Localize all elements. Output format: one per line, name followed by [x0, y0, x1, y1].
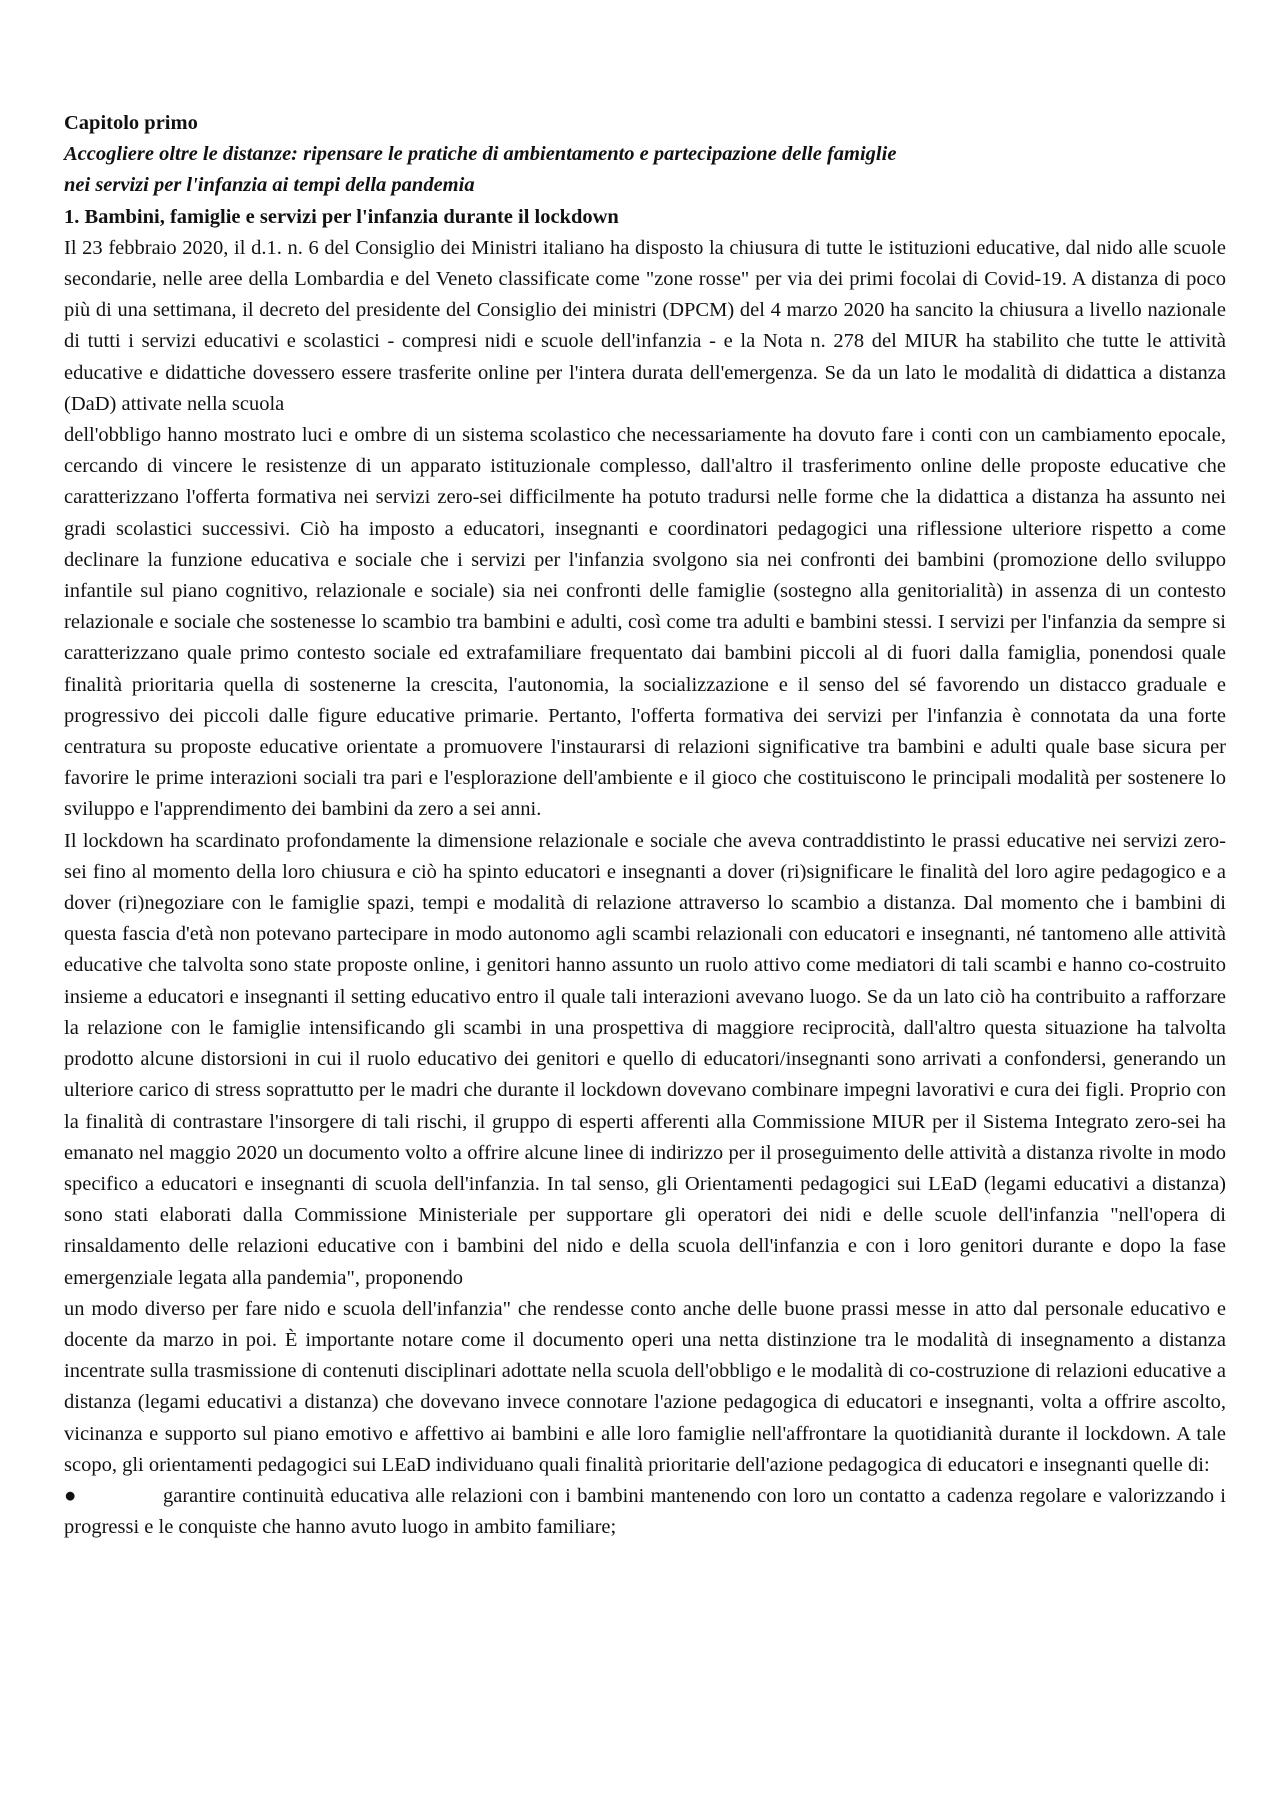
section-heading: 1. Bambini, famiglie e servizi per l'infanzia durante il lockdown	[64, 205, 619, 228]
paragraph-1b: dell'obbligo hanno mostrato luci e ombre di un sistema scolastico che necessariamente ha dovuto fare i conti con un cambiamento epocale, cercando di vincere le resistenze di un apparato istituzionale complesso, dall'altro il trasferimento online delle proposte educative che caratterizzano l'offerta formativa nei servizi zero-sei difficilmente ha potuto tradursi nelle forme che la didattica a distanza ha assunto nei gradi scolastici successivi. Ciò ha imposto a educatori, insegnanti e coordinatori pedagogici una riflessione ulteriore rispetto a come declinare la funzione educativa e sociale che i servizi per l'infanzia svolgono sia nei confronti dei bambini (promozione dello sviluppo infantile sul piano cognitivo, relazionale e sociale) sia nei confronti delle famiglie (sostegno alla genitorialità) in assenza di un contesto relazionale e sociale che sostenesse lo scambio tra bambini e adulti, così come tra adulti e bambini stessi. I servizi per l'infanzia da sempre si caratterizzano quale primo contesto sociale ed extrafamiliare frequentato dai bambini piccoli al di fuori dalla famiglia, ponendosi quale finalità prioritaria quella di sostenerne la crescita, l'autonomia, la socializzazione e il senso del sé favorendo un distacco graduale e progressivo dei piccoli dalle figure educative primarie. Pertanto, l'offerta formativa dei servizi per l'infanzia è connotata da una forte centratura su proposte educative orientate a promuovere l'instaurarsi di relazioni significative tra bambini e adulti quale base sicura per favorire le prime interazioni sociali tra pari e l'esplorazione dell'ambiente e il gioco che costituiscono le principali modalità per sostenere lo sviluppo e l'apprendimento dei bambini da zero a sei anni.	[64, 424, 1226, 821]
paragraph-1a: Il 23 febbraio 2020, il d.1. n. 6 del Consiglio dei Ministri italiano ha disposto la chiusura di tutte le istituzioni educative, dal nido alle scuole secondarie, nelle aree della Lombardia e del Veneto classificate come "zone rosse" per via dei primi focolai di Covid-19. A distanza di poco più di una settimana, il decreto del presidente del Consiglio dei ministri (DPCM) del 4 marzo 2020 ha sancito la chiusura a livello nazionale di tutti i servizi educativi e scolastici - compresi nidi e scuole dell'infanzia - e la Nota n. 278 del MIUR ha stabilito che tutte le attività educative e didattiche dovessero essere trasferite online per l'intera durata dell'emergenza. Se da un lato le modalità di didattica a distanza (DaD) attivate nella scuola	[64, 236, 1226, 415]
chapter-label: Capitolo primo	[64, 112, 198, 134]
paragraph-2b: un modo diverso per fare nido e scuola dell'infanzia" che rendesse conto anche delle buone prassi messe in atto dal personale educativo e docente da marzo in poi. È importante notare come il documento operi una netta distinzione tra le modalità di insegnamento a distanza incentrate sulla trasmissione di contenuti disciplinari adottate nella scuola dell'obbligo e le modalità di co-costruzione di relazioni educative a distanza (legami educativi a distanza) che dovevano invece connotare l'azione pedagogica di educatori e insegnanti, volta a offrire ascolto, vicinanza e supporto sul piano emotivo e affettivo ai bambini e alle loro famiglie nell'affrontare la quotidianità durante il lockdown. A tale scopo, gli orientamenti pedagogici sui LEaD individuano quali finalità prioritarie dell'azione pedagogica di educatori e insegnanti quelle di:	[64, 1297, 1226, 1476]
document-page	[64, 108, 1226, 1543]
chapter-title: Accogliere oltre le distanze: ripensare le pratiche di ambientamento e partecipazione delle famiglie nei servizi per l'infanzia ai tempi della pandemia	[64, 143, 897, 197]
bullet-icon: ●	[64, 1484, 77, 1507]
bullet-item	[64, 1481, 1226, 1543]
paragraph-2a: Il lockdown ha scardinato profondamente la dimensione relazionale e sociale che aveva contraddistinto le prassi educative nei servizi zero-sei fino al momento della loro chiusura e ciò ha spinto educatori e insegnanti a dover (ri)significare le finalità del loro agire pedagogico e a dover (ri)negoziare con le famiglie spazi, tempi e modalità di relazione attraverso lo scambio a distanza. Dal momento che i bambini di questa fascia d'età non potevano partecipare in modo autonomo agli scambi relazionali con educatori e insegnanti, né tantomeno alle attività educative che talvolta sono state proposte online, i genitori hanno assunto un ruolo attivo come mediatori di tali scambi e hanno co-costruito insieme a educatori e insegnanti il setting educativo entro il quale tali interazioni avevano luogo. Se da un lato ciò ha contribuito a rafforzare la relazione con le famiglie intensificando gli scambi in una prospettiva di maggiore reciprocità, dall'altro questa situazione ha talvolta prodotto alcune distorsioni in cui il ruolo educativo dei genitori e quello di educatori/insegnanti sono arrivati a confondersi, generando un ulteriore carico di stress soprattutto per le madri che durante il lockdown dovevano combinare impegni lavorativi e cura dei figli. Proprio con la finalità di contrastare l'insorgere di tali rischi, il gruppo di esperti afferenti alla Commissione MIUR per il Sistema Integrato zero-sei ha emanato nel maggio 2020 un documento volto a offrire alcune linee di indirizzo per il proseguimento delle attività a distanza rivolte in modo specifico a educatori e insegnanti di scuola dell'infanzia. In tal senso, gli Orientamenti pedagogici sui LEaD (legami educativi a distanza) sono stati elaborati dalla Commissione Ministeriale per supportare gli operatori dei nidi e delle scuole dell'infanzia "nell'opera di rinsaldamento delle relazioni educative con i bambini del nido e della scuola dell'infanzia e con i loro genitori durante e dopo la fase emergenziale legata alla pandemia", proponendo	[64, 829, 1226, 1289]
bullet-text: garantire continuità educativa alle relazioni con i bambini mantenendo con loro un contatto a cadenza regolare e valorizzando i progressi e le conquiste che hanno avuto luogo in ambito familiare;	[64, 1484, 1226, 1539]
